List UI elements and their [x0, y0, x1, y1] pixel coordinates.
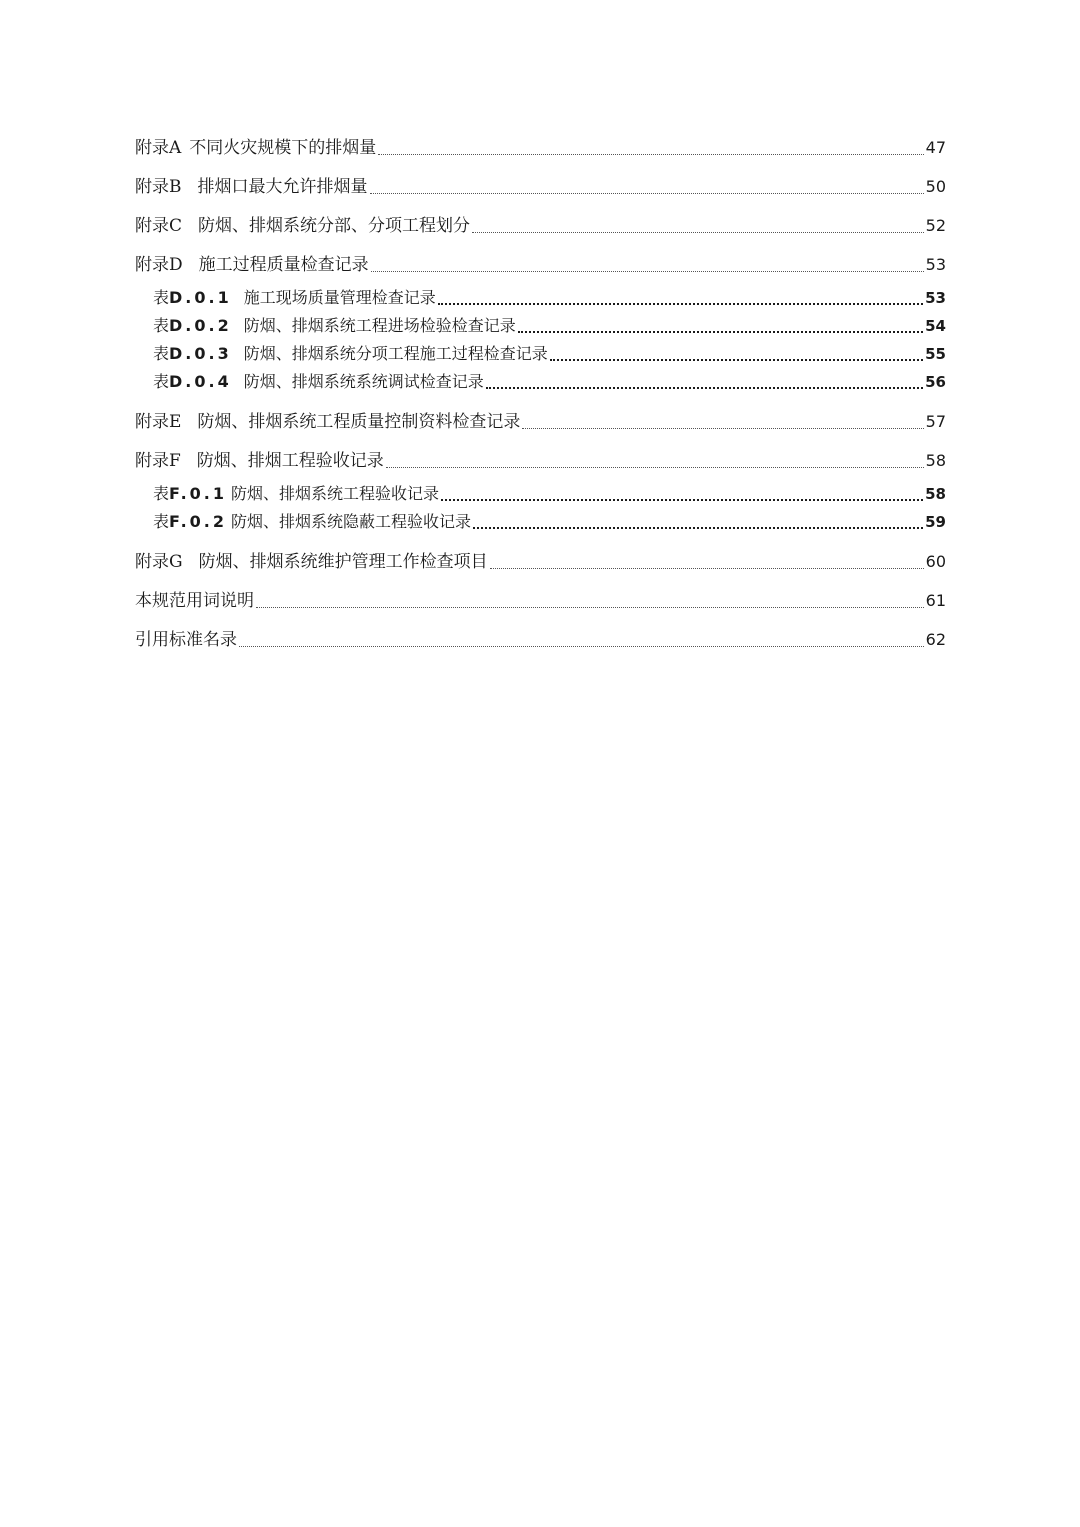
table-code: F.0.2: [169, 512, 228, 531]
toc-entry-appendix-g[interactable]: [135, 542, 946, 581]
toc-entry-terms-explanation[interactable]: [135, 581, 946, 620]
toc-entry-appendix-d[interactable]: [135, 245, 946, 284]
dot-leader: [371, 271, 924, 272]
toc-entry-title: 防烟、排烟工程验收记录: [196, 450, 384, 471]
table-code: D.0.4: [169, 372, 232, 391]
table-code: F.0.1: [169, 484, 228, 503]
dot-leader: [239, 646, 924, 647]
toc-entry-title: 防烟、排烟系统工程质量控制资料检查记录: [197, 411, 521, 432]
toc-entry-title: 防烟、排烟系统系统调试检查记录: [243, 372, 484, 391]
toc-entry-title: 防烟、排烟系统分项工程施工过程检查记录: [243, 344, 548, 363]
toc-entry-prefix: [153, 483, 227, 505]
table-word: 表: [153, 484, 170, 503]
toc-entry-page: 55: [925, 345, 946, 363]
toc-entry-page: 54: [925, 317, 946, 335]
dot-leader: [550, 359, 923, 361]
dot-leader: [518, 331, 923, 333]
table-word: 表: [153, 512, 170, 531]
toc-entry-title: 排烟口最大允许排烟量: [197, 176, 368, 197]
toc-entry-page: 53: [925, 289, 946, 307]
toc-entry-page: 59: [925, 513, 946, 531]
toc-entry-page: 47: [925, 137, 946, 157]
toc-entry-title: 不同火灾规模下的排烟量: [189, 137, 377, 158]
toc-entry-appendix-b[interactable]: [135, 167, 946, 206]
toc-entry-title: 防烟、排烟系统隐蔽工程验收记录: [231, 512, 472, 531]
toc-entry-appendix-c[interactable]: [135, 206, 946, 245]
dot-leader: [386, 467, 924, 468]
dot-leader: [370, 193, 924, 194]
toc-entry-table-d-0-2[interactable]: [135, 312, 946, 340]
toc-entry-prefix: [153, 287, 232, 309]
toc-entry-prefix: [153, 315, 232, 337]
toc-entry-prefix: 附录F: [135, 450, 181, 471]
toc-entry-page: 56: [925, 373, 946, 391]
dot-leader: [473, 527, 923, 529]
table-code: D.0.1: [169, 288, 232, 307]
toc-entry-referenced-standards[interactable]: [135, 620, 946, 659]
dot-leader: [490, 568, 924, 569]
toc-entry-prefix: [153, 511, 227, 533]
table-word: 表: [153, 288, 170, 307]
toc-entry-page: 58: [925, 485, 946, 503]
toc-entry-page: 50: [925, 176, 946, 196]
toc-entry-table-f-0-1[interactable]: [135, 480, 946, 508]
table-word: 表: [153, 316, 170, 335]
dot-leader: [378, 154, 923, 155]
toc-entry-appendix-e[interactable]: [135, 402, 946, 441]
dot-leader: [441, 499, 923, 501]
toc-entry-page: 58: [925, 450, 946, 470]
toc-entry-page: 62: [925, 629, 946, 649]
toc-entry-prefix: 附录E: [135, 411, 182, 432]
toc-entry-table-d-0-1[interactable]: [135, 284, 946, 312]
toc-entry-table-d-0-4[interactable]: [135, 368, 946, 396]
toc-entry-title: 本规范用词说明: [135, 590, 254, 611]
toc-entry-appendix-a[interactable]: [135, 128, 946, 167]
toc-entry-title: 防烟、排烟系统分部、分项工程划分: [198, 215, 471, 236]
toc-entry-page: 57: [925, 411, 946, 431]
table-of-contents: [135, 128, 946, 659]
table-code: D.0.3: [169, 344, 232, 363]
table-code: D.0.2: [169, 316, 232, 335]
toc-entry-title: 防烟、排烟系统工程验收记录: [231, 484, 440, 503]
toc-entry-prefix: 附录D: [135, 254, 183, 275]
toc-entry-prefix: 附录G: [135, 551, 183, 572]
toc-entry-page: 61: [925, 590, 946, 610]
toc-entry-page: 53: [925, 254, 946, 274]
toc-entry-table-f-0-2[interactable]: [135, 508, 946, 536]
toc-entry-prefix: 附录C: [135, 215, 183, 236]
dot-leader: [256, 607, 924, 608]
toc-entry-title: 施工现场质量管理检查记录: [243, 288, 436, 307]
toc-entry-page: 52: [925, 215, 946, 235]
dot-leader: [438, 303, 923, 305]
dot-leader: [522, 428, 923, 429]
toc-entry-prefix: 附录B: [135, 176, 182, 197]
toc-entry-table-d-0-3[interactable]: [135, 340, 946, 368]
toc-entry-prefix: [153, 343, 232, 365]
toc-entry-page: 60: [925, 551, 946, 571]
dot-leader: [472, 232, 924, 233]
toc-entry-title: 防烟、排烟系统维护管理工作检查项目: [198, 551, 488, 572]
table-word: 表: [153, 344, 170, 363]
table-word: 表: [153, 372, 170, 391]
toc-entry-title: 防烟、排烟系统工程进场检验检查记录: [243, 316, 516, 335]
toc-entry-title: 施工过程质量检查记录: [198, 254, 369, 275]
toc-entry-title: 引用标准名录: [135, 629, 237, 650]
toc-entry-prefix: 附录A: [135, 137, 182, 158]
toc-entry-prefix: [153, 371, 232, 393]
dot-leader: [486, 387, 923, 389]
toc-entry-appendix-f[interactable]: [135, 441, 946, 480]
